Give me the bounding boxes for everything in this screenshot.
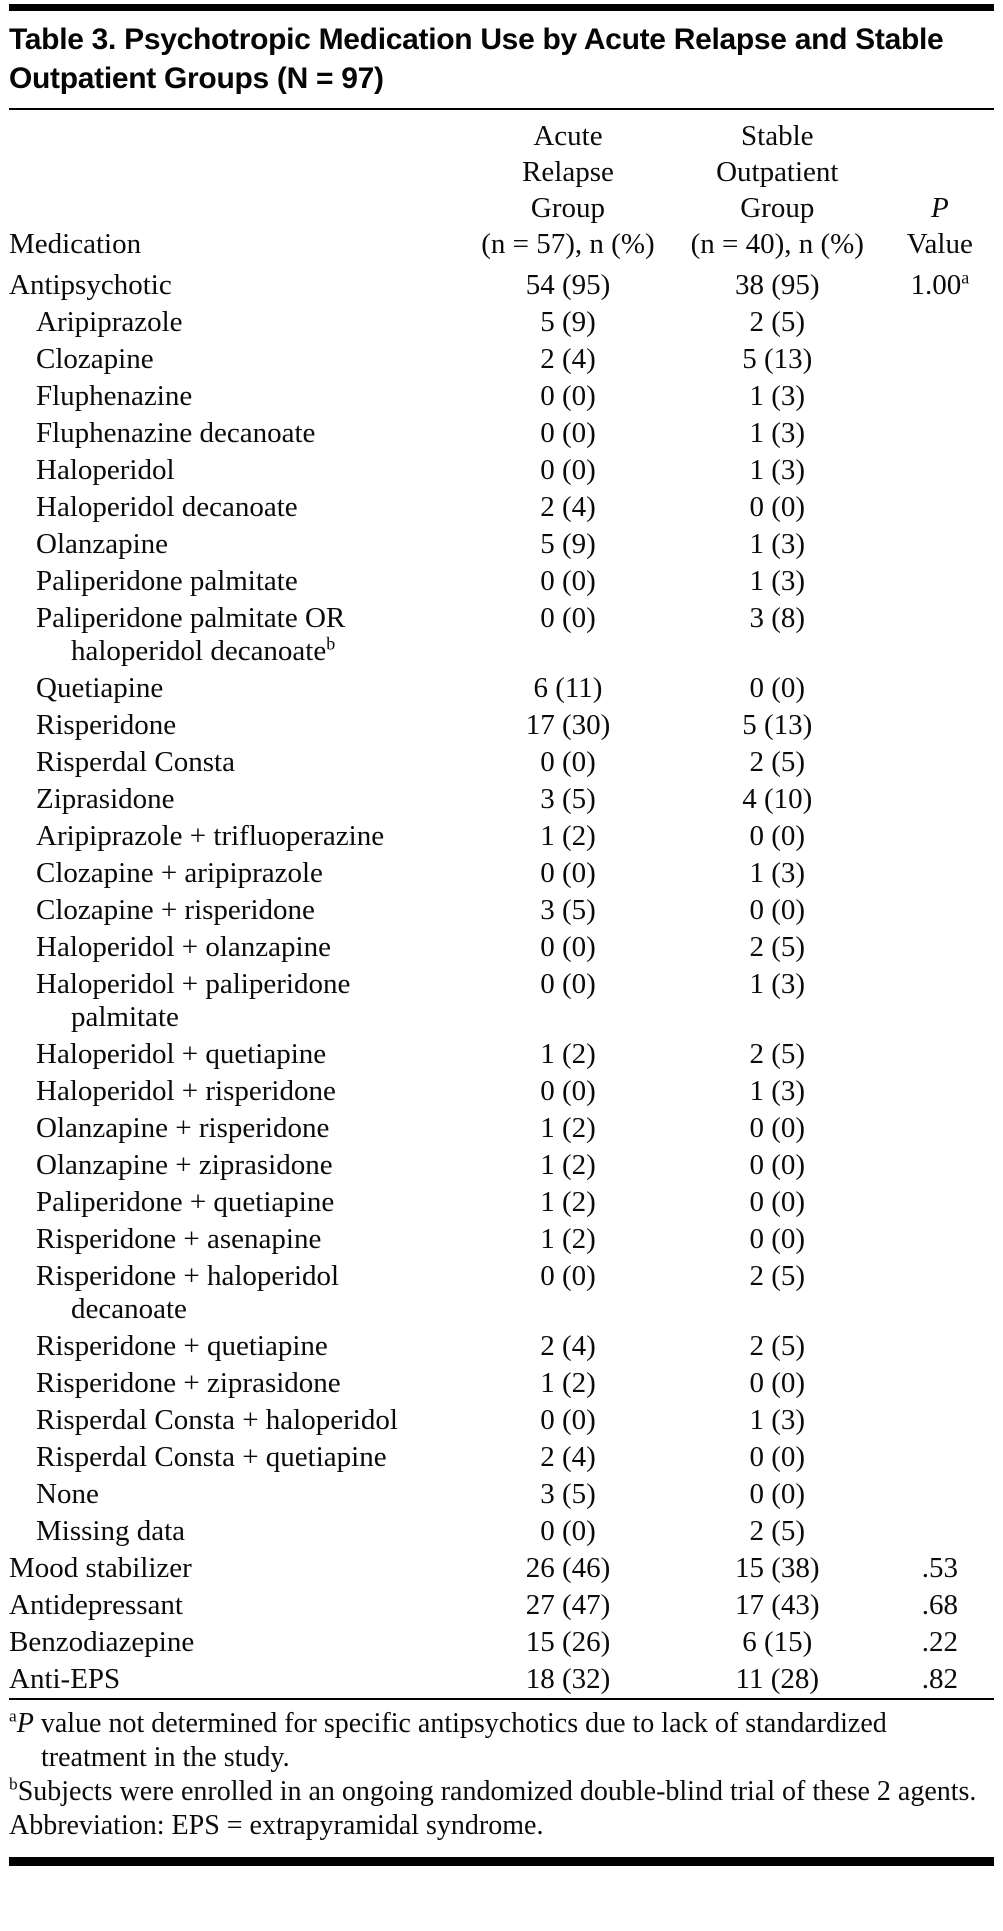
acute-count-cell: 2 (4) [540,491,596,523]
table-row [9,600,994,670]
table-row [9,1036,994,1073]
medication-cell: Antipsychotic [9,269,172,301]
medication-cell: Risperdal Consta + quetiapine [36,1441,387,1473]
footnote-a [9,1707,994,1775]
table-row [9,670,994,707]
medication-cell: None [36,1478,99,1510]
p-value-cell [886,563,994,600]
acute-count-cell: 1 (2) [540,1112,596,1144]
stable-count-cell: 2 (5) [749,1260,806,1292]
footnote-abbreviation-text: Abbreviation: EPS = extrapyramidal syndrome. [9,1810,544,1841]
p-value-cell [886,378,994,415]
medication-cell-continuation: palmitate [71,1001,179,1033]
medication-cell: Haloperidol [36,454,175,486]
footnote-a-marker: a [9,1706,17,1726]
table-row [9,1513,994,1550]
stable-count-cell: 1 (3) [749,454,806,486]
stable-count-cell: 17 (43) [734,1589,820,1621]
p-value-cell: .82 [921,1663,958,1695]
acute-count-cell: 2 (4) [540,343,596,375]
table-row [9,452,994,489]
stable-count-cell: 1 (3) [749,857,806,889]
table-row [9,341,994,378]
table-row [9,1439,994,1476]
stable-count-cell: 2 (5) [749,306,806,338]
footnote-a-italic-lead: P [16,1708,34,1739]
acute-count-cell: 3 (5) [540,783,596,815]
acute-count-cell: 0 (0) [540,380,596,412]
medication-cell: Haloperidol + quetiapine [36,1038,327,1070]
p-value-cell [886,304,994,341]
table-row [9,1110,994,1147]
p-value-cell [886,1439,994,1476]
table-row [9,1365,994,1402]
medication-cell: Haloperidol + risperidone [36,1075,336,1107]
footnote-b-marker: b [9,1774,18,1794]
table-row [9,415,994,452]
table-row [9,267,994,304]
table-row [9,563,994,600]
stable-count-cell: 2 (5) [749,931,806,963]
footnote-marker: a [961,267,970,288]
stable-count-cell: 6 (15) [742,1626,813,1658]
stable-count-cell: 2 (5) [749,1330,806,1362]
medication-cell: Clozapine [36,343,154,375]
medication-cell: Aripiprazole [36,306,183,338]
medication-cell: Haloperidol + olanzapine [36,931,331,963]
p-value-cell [886,341,994,378]
p-value-cell [886,1147,994,1184]
p-value-cell [886,415,994,452]
p-value-cell [886,1073,994,1110]
p-value-cell [886,1328,994,1365]
footnote-abbreviation [9,1809,994,1843]
p-value-cell [886,744,994,781]
medication-cell: Antidepressant [9,1589,183,1621]
acute-count-cell: 26 (46) [525,1552,611,1584]
acute-count-cell: 3 (5) [540,894,596,926]
acute-count-cell: 0 (0) [540,602,596,634]
table-row [9,1221,994,1258]
acute-count-cell: 0 (0) [540,857,596,889]
acute-count-cell: 0 (0) [540,1515,596,1547]
col-header-stable-group: Stable Outpatient Group (n = 40), n (%) [690,120,864,260]
table-row [9,1587,994,1624]
p-value-cell [886,1110,994,1147]
table-row [9,489,994,526]
table-row [9,855,994,892]
p-value-cell [886,1258,994,1328]
acute-count-cell: 0 (0) [540,931,596,963]
table-row [9,1184,994,1221]
medication-cell: Paliperidone palmitate [36,565,298,597]
stable-count-cell: 5 (13) [742,343,813,375]
acute-count-cell: 17 (30) [525,709,611,741]
acute-count-cell: 1 (2) [540,1367,596,1399]
acute-count-cell: 2 (4) [540,1330,596,1362]
table-body [9,267,994,1698]
stable-count-cell: 0 (0) [749,491,806,523]
stable-count-cell: 0 (0) [749,1112,806,1144]
acute-count-cell: 0 (0) [540,746,596,778]
col-header-medication-label: Medication [9,228,142,260]
medication-cell: Clozapine + aripiprazole [36,857,323,889]
acute-count-cell: 0 (0) [540,968,596,1000]
table-header [9,110,994,267]
p-value-cell [886,1036,994,1073]
acute-count-cell: 1 (2) [540,1038,596,1070]
medication-cell: Missing data [36,1515,186,1547]
p-value-cell: .68 [921,1589,958,1621]
acute-count-cell: 5 (9) [540,528,596,560]
stable-count-cell: 2 (5) [749,746,806,778]
p-value-cell [886,1513,994,1550]
table-row [9,1258,994,1328]
acute-count-cell: 54 (95) [525,269,611,301]
table-row [9,526,994,563]
p-value-cell [886,526,994,563]
medication-cell: Olanzapine + ziprasidone [36,1149,333,1181]
medication-cell: Risperidone + asenapine [36,1223,322,1255]
bottom-rule [9,1857,994,1866]
col-header-p-value: P Value [906,192,973,260]
stable-count-cell: 0 (0) [749,1367,806,1399]
stable-count-cell: 5 (13) [742,709,813,741]
stable-count-cell: 0 (0) [749,1149,806,1181]
medication-cell: Risperidone + quetiapine [36,1330,328,1362]
col-header-acute-group: Acute Relapse Group (n = 57), n (%) [481,120,655,260]
table-row [9,1402,994,1439]
table-title: Table 3. Psychotropic Medication Use by Acute Relapse and Stable Outpatient Groups (N = 97) [9,23,944,95]
p-value-cell [886,781,994,818]
table-row [9,1073,994,1110]
medication-cell: Paliperidone + quetiapine [36,1186,335,1218]
stable-count-cell: 1 (3) [749,380,806,412]
p-value-cell: .53 [921,1552,958,1584]
medication-cell: Anti-EPS [9,1663,121,1695]
p-value-cell [886,966,994,1036]
acute-count-cell: 5 (9) [540,306,596,338]
acute-count-cell: 18 (32) [525,1663,611,1695]
stable-count-cell: 11 (28) [735,1663,820,1695]
acute-count-cell: 3 (5) [540,1478,596,1510]
medication-cell-continuation: decanoate [71,1293,187,1325]
medication-cell: Olanzapine + risperidone [36,1112,330,1144]
medication-cell: Risperdal Consta + haloperidol [36,1404,398,1436]
table-row [9,1661,994,1698]
table-row [9,378,994,415]
medication-cell: Clozapine + risperidone [36,894,315,926]
medication-cell: Risperdal Consta [36,746,235,778]
table-row [9,929,994,966]
p-value-cell [886,1365,994,1402]
p-value-cell [886,855,994,892]
p-value-cell [886,1221,994,1258]
medication-cell-continuation: haloperidol decanoate$^b$ [71,633,336,667]
p-value-cell [886,892,994,929]
table-row [9,781,994,818]
medication-cell: Risperidone + ziprasidone [36,1367,341,1399]
stable-count-cell: 1 (3) [749,968,806,1000]
medication-cell: Benzodiazepine [9,1626,195,1658]
medication-cell: Ziprasidone [36,783,175,815]
medication-cell: Risperidone + haloperidol decanoate [9,1258,467,1328]
footnote-a-text: value not determined for specific antipsychotics due to lack of standardized treatment in the study. [33,1708,887,1773]
footnote-b [9,1775,994,1809]
medication-cell: Fluphenazine decanoate [36,417,316,449]
acute-count-cell: 6 (11) [533,672,603,704]
p-value-cell [886,600,994,670]
stable-count-cell: 38 (95) [734,269,820,301]
p-value-cell [886,929,994,966]
table-row [9,818,994,855]
medication-cell: Mood stabilizer [9,1552,192,1584]
table-row [9,1476,994,1513]
acute-count-cell: 1 (2) [540,1149,596,1181]
medication-cell: Olanzapine [36,528,169,560]
table-row [9,707,994,744]
footnote-b-text: Subjects were enrolled in an ongoing randomized double-blind trial of these 2 agents. [17,1776,977,1807]
acute-count-cell: 1 (2) [540,1223,596,1255]
table-row [9,966,994,1036]
p-value-cell [886,452,994,489]
acute-count-cell: 0 (0) [540,454,596,486]
stable-count-cell: 1 (3) [749,528,806,560]
stable-count-cell: 2 (5) [749,1515,806,1547]
acute-count-cell: 0 (0) [540,1260,596,1292]
stable-count-cell: 0 (0) [749,1186,806,1218]
p-value-cell [886,1184,994,1221]
p-value-cell [886,1402,994,1439]
acute-count-cell: 0 (0) [540,1404,596,1436]
footnotes [9,1700,994,1855]
acute-count-cell: 27 (47) [525,1589,611,1621]
stable-count-cell: 0 (0) [749,894,806,926]
stable-count-cell: 1 (3) [749,565,806,597]
stable-count-cell: 1 (3) [749,1404,806,1436]
acute-count-cell: 15 (26) [525,1626,611,1658]
p-value-cell [886,1476,994,1513]
medication-cell: Quetiapine [36,672,164,704]
acute-count-cell: 1 (2) [540,1186,596,1218]
table-row [9,744,994,781]
stable-count-cell: 0 (0) [749,672,806,704]
p-value-cell: 1.00$^a$ [910,267,970,301]
p-value-cell [886,818,994,855]
table-row [9,1624,994,1661]
top-rule [9,4,994,11]
footnote-marker: b [326,633,336,654]
table-row [9,1147,994,1184]
stable-count-cell: 1 (3) [749,1075,806,1107]
header-row [9,110,994,267]
medication-cell: Risperidone [36,709,177,741]
p-value-cell [886,670,994,707]
acute-count-cell: 0 (0) [540,417,596,449]
stable-count-cell: 3 (8) [749,602,806,634]
table-row [9,304,994,341]
p-value-cell [886,707,994,744]
medication-cell: Haloperidol decanoate [36,491,298,523]
medication-cell: Paliperidone palmitate OR haloperidol decanoate$^b$ [9,600,467,670]
acute-count-cell: 2 (4) [540,1441,596,1473]
stable-count-cell: 0 (0) [749,1478,806,1510]
col-header-medication [9,110,467,267]
acute-count-cell: 0 (0) [540,1075,596,1107]
table-row [9,1328,994,1365]
medication-cell: Haloperidol + paliperidone palmitate [9,966,467,1036]
table-row [9,1550,994,1587]
medication-cell: Aripiprazole + trifluoperazine [36,820,385,852]
table-row [9,892,994,929]
stable-count-cell: 1 (3) [749,417,806,449]
stable-count-cell: 2 (5) [749,1038,806,1070]
medication-table [9,110,994,1698]
stable-count-cell: 4 (10) [742,783,813,815]
stable-count-cell: 0 (0) [749,820,806,852]
acute-count-cell: 0 (0) [540,565,596,597]
stable-count-cell: 0 (0) [749,1223,806,1255]
acute-count-cell: 1 (2) [540,820,596,852]
p-value-cell [886,489,994,526]
medication-cell: Fluphenazine [36,380,193,412]
stable-count-cell: 15 (38) [734,1552,820,1584]
p-value-cell: .22 [921,1626,958,1658]
stable-count-cell: 0 (0) [749,1441,806,1473]
